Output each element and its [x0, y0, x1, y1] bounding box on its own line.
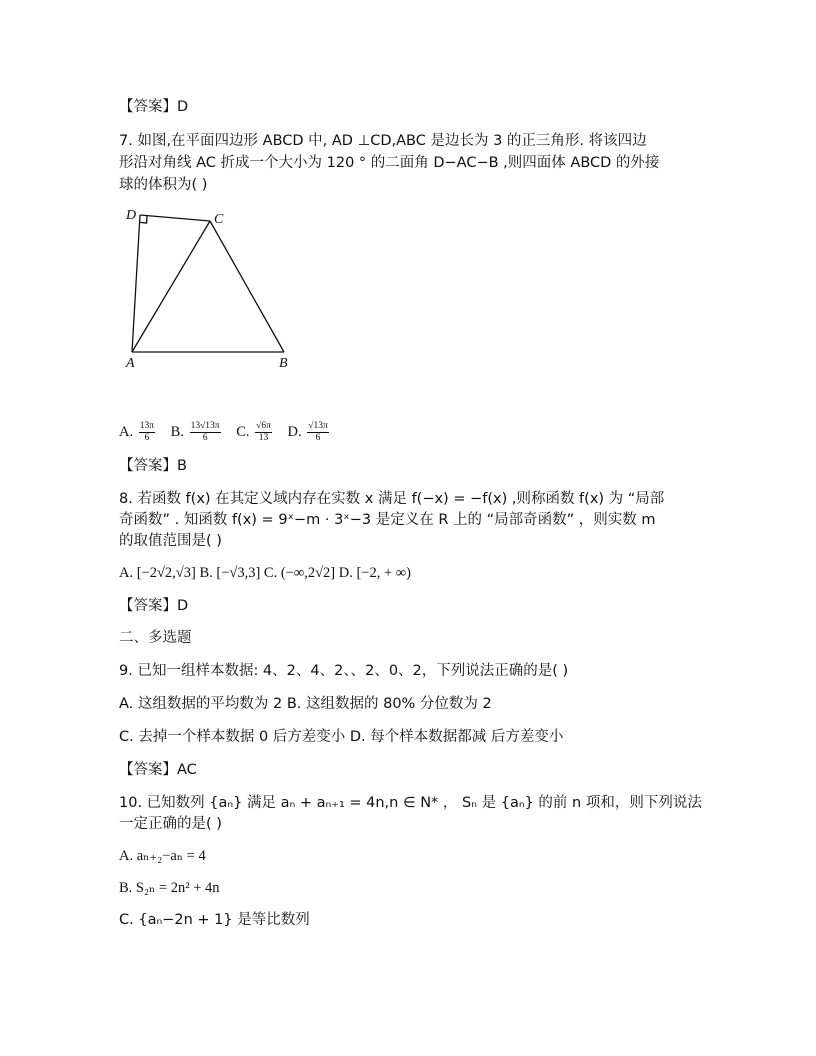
edge-DC — [140, 215, 210, 221]
edge-AC — [132, 221, 210, 352]
q8-line2: 奇函数” . 知函数 f(x) = 9ˣ−m · 3ˣ−3 是定义在 R 上的 “局部奇函数” ，则实数 m — [119, 512, 656, 528]
q7-line3: 球的体积为( ) — [119, 177, 208, 193]
q9-options-ab: A. 这组数据的平均数为 2 B. 这组数据的 80% 分位数为 2 — [119, 696, 492, 712]
answer-q7: 【答案】B — [119, 458, 187, 474]
q8-line1: 8. 若函数 f(x) 在其定义域内存在实数 x 满足 f(−x) = −f(x) ,则称函数 f(x) 为 “局部 — [119, 491, 665, 507]
q7-option-d: D. $\frac{√13\pi}{6}$ — [287, 421, 328, 444]
label-B: B — [279, 356, 288, 371]
q10-line2: 一定正确的是( ) — [119, 816, 222, 832]
q7-option-b: B. $\frac{13√13\pi}{6}$ — [170, 421, 220, 444]
q7-line1: 7. 如图,在平面四边形 ABCD 中, AD ⊥CD,ABC 是边长为 3 的正三角形. 将该四边 — [119, 133, 647, 149]
label-C: C — [214, 212, 224, 227]
section-heading: 二、多选题 — [119, 630, 192, 646]
label-D: D — [126, 208, 137, 223]
q7-options — [119, 419, 341, 445]
q7-option-a: A. $\frac{13\pi}{6}$ — [119, 421, 155, 444]
q7-line2: 形沿对角线 AC 折成一个大小为 120 ° 的二面角 D−AC−B ,则四面体 ABCD 的外接 — [119, 155, 660, 171]
answer-q8: 【答案】D — [119, 598, 189, 614]
q7-option-c: C. $\frac{√6\pi}{13}$ — [236, 421, 271, 444]
q8-options: A. [−2√2,√3] B. [−√3,3] C. (−∞,2√2] D. [−2, + ∞) — [119, 565, 411, 581]
answer-q6: 【答案】D — [119, 99, 189, 115]
q10-option-b: B. S₂ₙ = 2n² + 4n — [119, 880, 220, 896]
q10-option-a: A. aₙ₊₂−aₙ = 4 — [119, 848, 206, 864]
edge-CB — [210, 221, 284, 352]
quadrilateral-figure — [118, 205, 298, 375]
label-A: A — [126, 356, 135, 371]
q9-options-cd: C. 去掉一个样本数据 0 后方差变小 D. 每个样本数据都减 后方差变小 — [119, 729, 564, 745]
answer-q9: 【答案】AC — [119, 762, 197, 778]
q8-line3: 的取值范围是( ) — [119, 533, 222, 549]
q10-option-c: C. {aₙ−2n + 1} 是等比数列 — [119, 912, 310, 928]
q9-line1: 9. 已知一组样本数据: 4、2、4、2、、2、0、2，下列说法正确的是( ) — [119, 663, 569, 679]
right-angle-mark — [140, 216, 147, 223]
q10-line1: 10. 已知数列 {aₙ} 满足 aₙ + aₙ₊₁ = 4n,n ∈ N* ， Sₙ 是 {aₙ} 的前 n 项和，则下列说法 — [119, 795, 702, 811]
edge-DA — [132, 215, 140, 352]
